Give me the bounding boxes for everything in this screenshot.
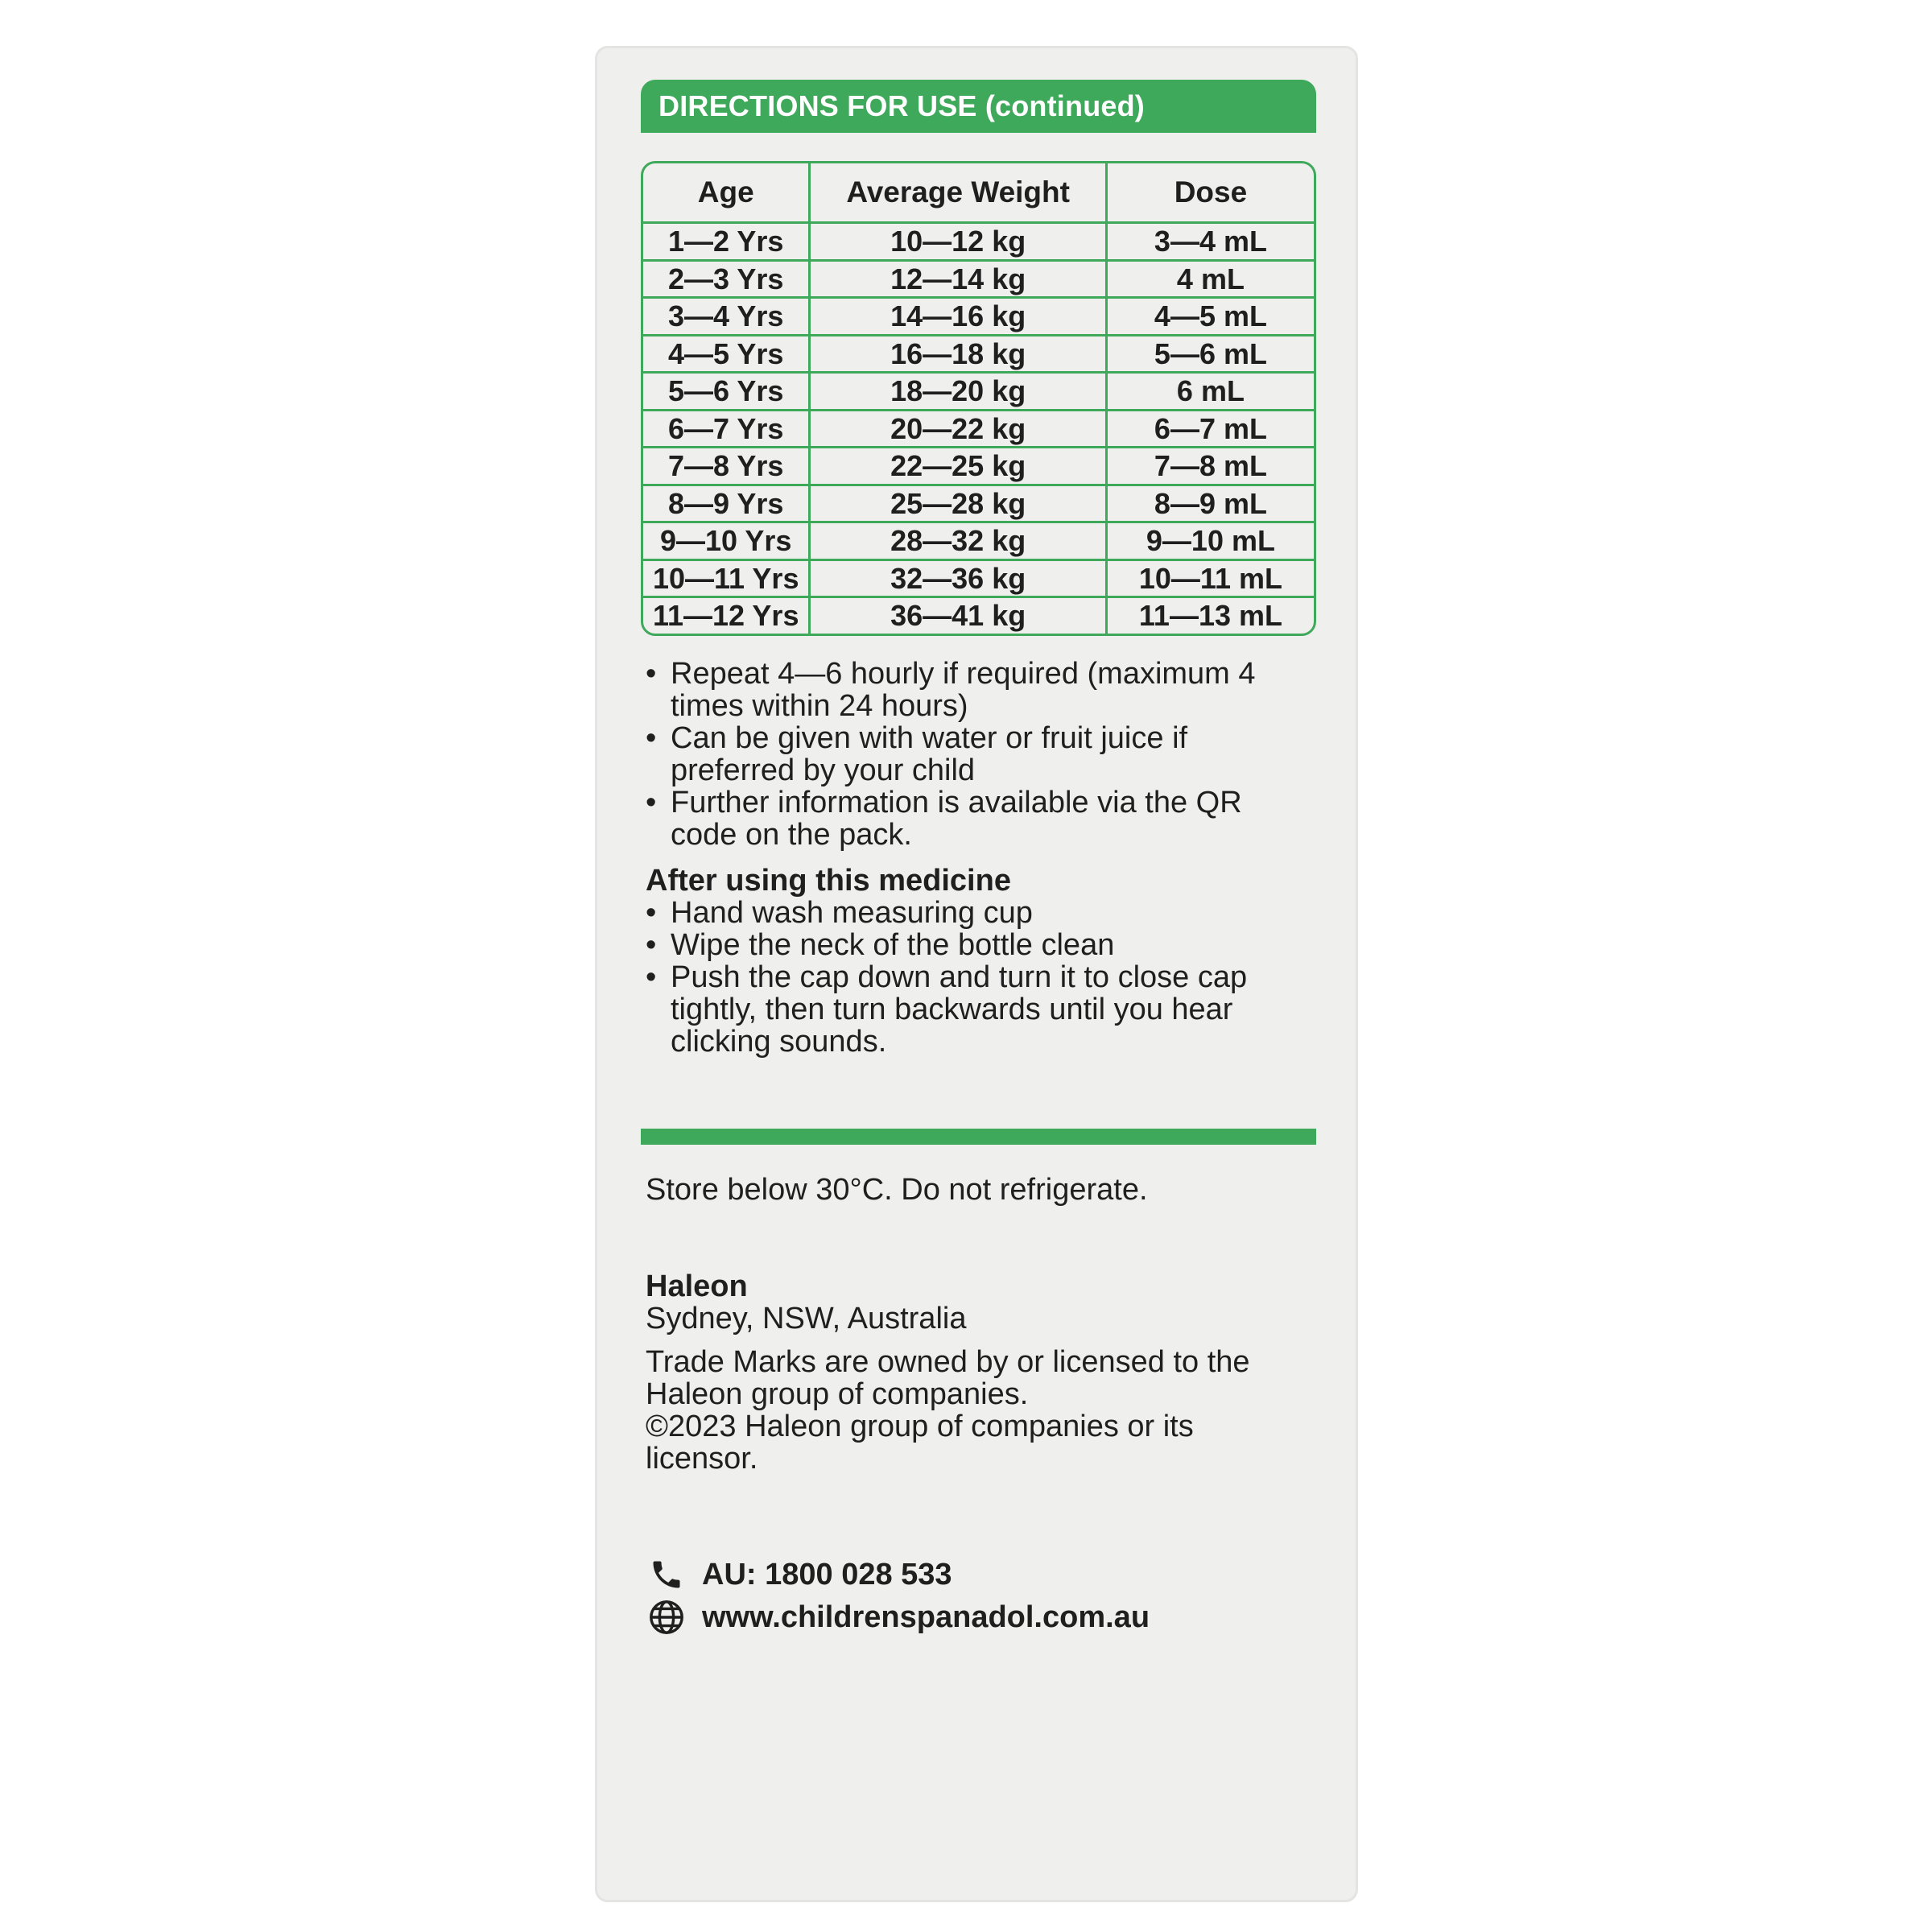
dose-cell: 6—7 mL [1108,411,1314,449]
table-row [643,523,1314,561]
list-item: • Can be given with water or fruit juice if preferred by your child [646,722,1314,786]
company-name: Haleon [646,1269,748,1303]
dose-cell: 5—6 mL [1108,336,1314,374]
globe-icon [646,1599,687,1636]
dose-cell: 11—13 mL [1138,599,1282,633]
weight-cell: 22—25 kg [811,448,1107,486]
list-item: • Hand wash measuring cup [646,897,1314,929]
age-cell: 7—8 Yrs [643,448,811,486]
phone-number: AU: 1800 028 533 [702,1557,952,1591]
table-row [643,299,1314,336]
dose-cell: 3—4 mL [1108,224,1314,262]
trademark-notice: Trade Marks are owned by or licensed to the Haleon group of companies. [646,1345,1250,1411]
weight-cell: 36—41 kg [811,598,1107,634]
dose-cell: 10—11 mL [1108,561,1314,599]
dosage-table [641,161,1316,636]
table-row [643,448,1314,486]
phone-icon [646,1556,687,1593]
weight-cell: 14—16 kg [811,299,1107,336]
after-use-list [646,897,1314,1058]
age-cell: 1—2 Yrs [643,224,811,262]
age-cell: 2—3 Yrs [643,262,811,299]
age-cell: 11—12 Yrs [643,598,811,634]
age-cell: 3—4 Yrs [643,299,811,336]
header-age: Age [643,163,811,224]
weight-cell: 32—36 kg [811,561,1107,599]
weight-cell: 28—32 kg [811,523,1107,561]
company-block [646,1270,1314,1475]
table-row [643,561,1314,599]
header-dose: Dose [1108,163,1314,224]
after-use-heading: After using this medicine [646,864,1011,898]
dose-cell: 9—10 mL [1108,523,1314,561]
table-row [643,336,1314,374]
table-row [643,374,1314,411]
directions-banner [641,80,1316,133]
website-link[interactable]: www.childrenspanadol.com.au [702,1600,1150,1634]
dose-cell: 4—5 mL [1108,299,1314,336]
website-row [646,1599,1150,1636]
storage-text: Store below 30°C. Do not refrigerate. [646,1173,1148,1207]
directions-notes-list [646,658,1314,851]
dose-cell: 6 mL [1108,374,1314,411]
table-row [643,486,1314,524]
dose-cell: 7—8 mL [1108,448,1314,486]
age-cell: 9—10 Yrs [643,523,811,561]
company-address: Sydney, NSW, Australia [646,1302,967,1335]
weight-cell: 18—20 kg [811,374,1107,411]
table-row [643,262,1314,299]
age-cell: 6—7 Yrs [643,411,811,449]
table-row [643,224,1314,262]
age-cell: 5—6 Yrs [643,374,811,411]
phone-row [646,1556,952,1593]
list-item: • Push the cap down and turn it to close cap tightly, then turn backwards until you hear clicking sounds. [646,961,1314,1058]
after-use-section [646,865,1314,1058]
weight-cell: 12—14 kg [811,262,1107,299]
header-average-weight: Average Weight [811,163,1107,224]
table-header-row [643,163,1314,224]
age-cell: 10—11 Yrs [643,561,811,599]
table-row [643,411,1314,449]
copyright-notice: ©2023 Haleon group of companies or its licensor. [646,1410,1194,1476]
age-cell: 4—5 Yrs [643,336,811,374]
list-item: • Further information is available via the QR code on the pack. [646,786,1314,851]
dose-cell: 8—9 mL [1108,486,1314,524]
section-divider [641,1129,1316,1145]
list-item: • Repeat 4—6 hourly if required (maximum 4 times within 24 hours) [646,658,1314,722]
table-row [643,598,1314,634]
age-cell: 8—9 Yrs [643,486,811,524]
directions-title: DIRECTIONS FOR USE (continued) [658,89,1145,122]
weight-cell: 20—22 kg [811,411,1107,449]
weight-cell: 10—12 kg [811,224,1107,262]
list-item: • Wipe the neck of the bottle clean [646,929,1314,961]
pack-panel [595,46,1358,1902]
weight-cell: 16—18 kg [811,336,1107,374]
weight-cell: 25—28 kg [811,486,1107,524]
directions-notes [646,658,1314,851]
dose-cell: 4 mL [1108,262,1314,299]
